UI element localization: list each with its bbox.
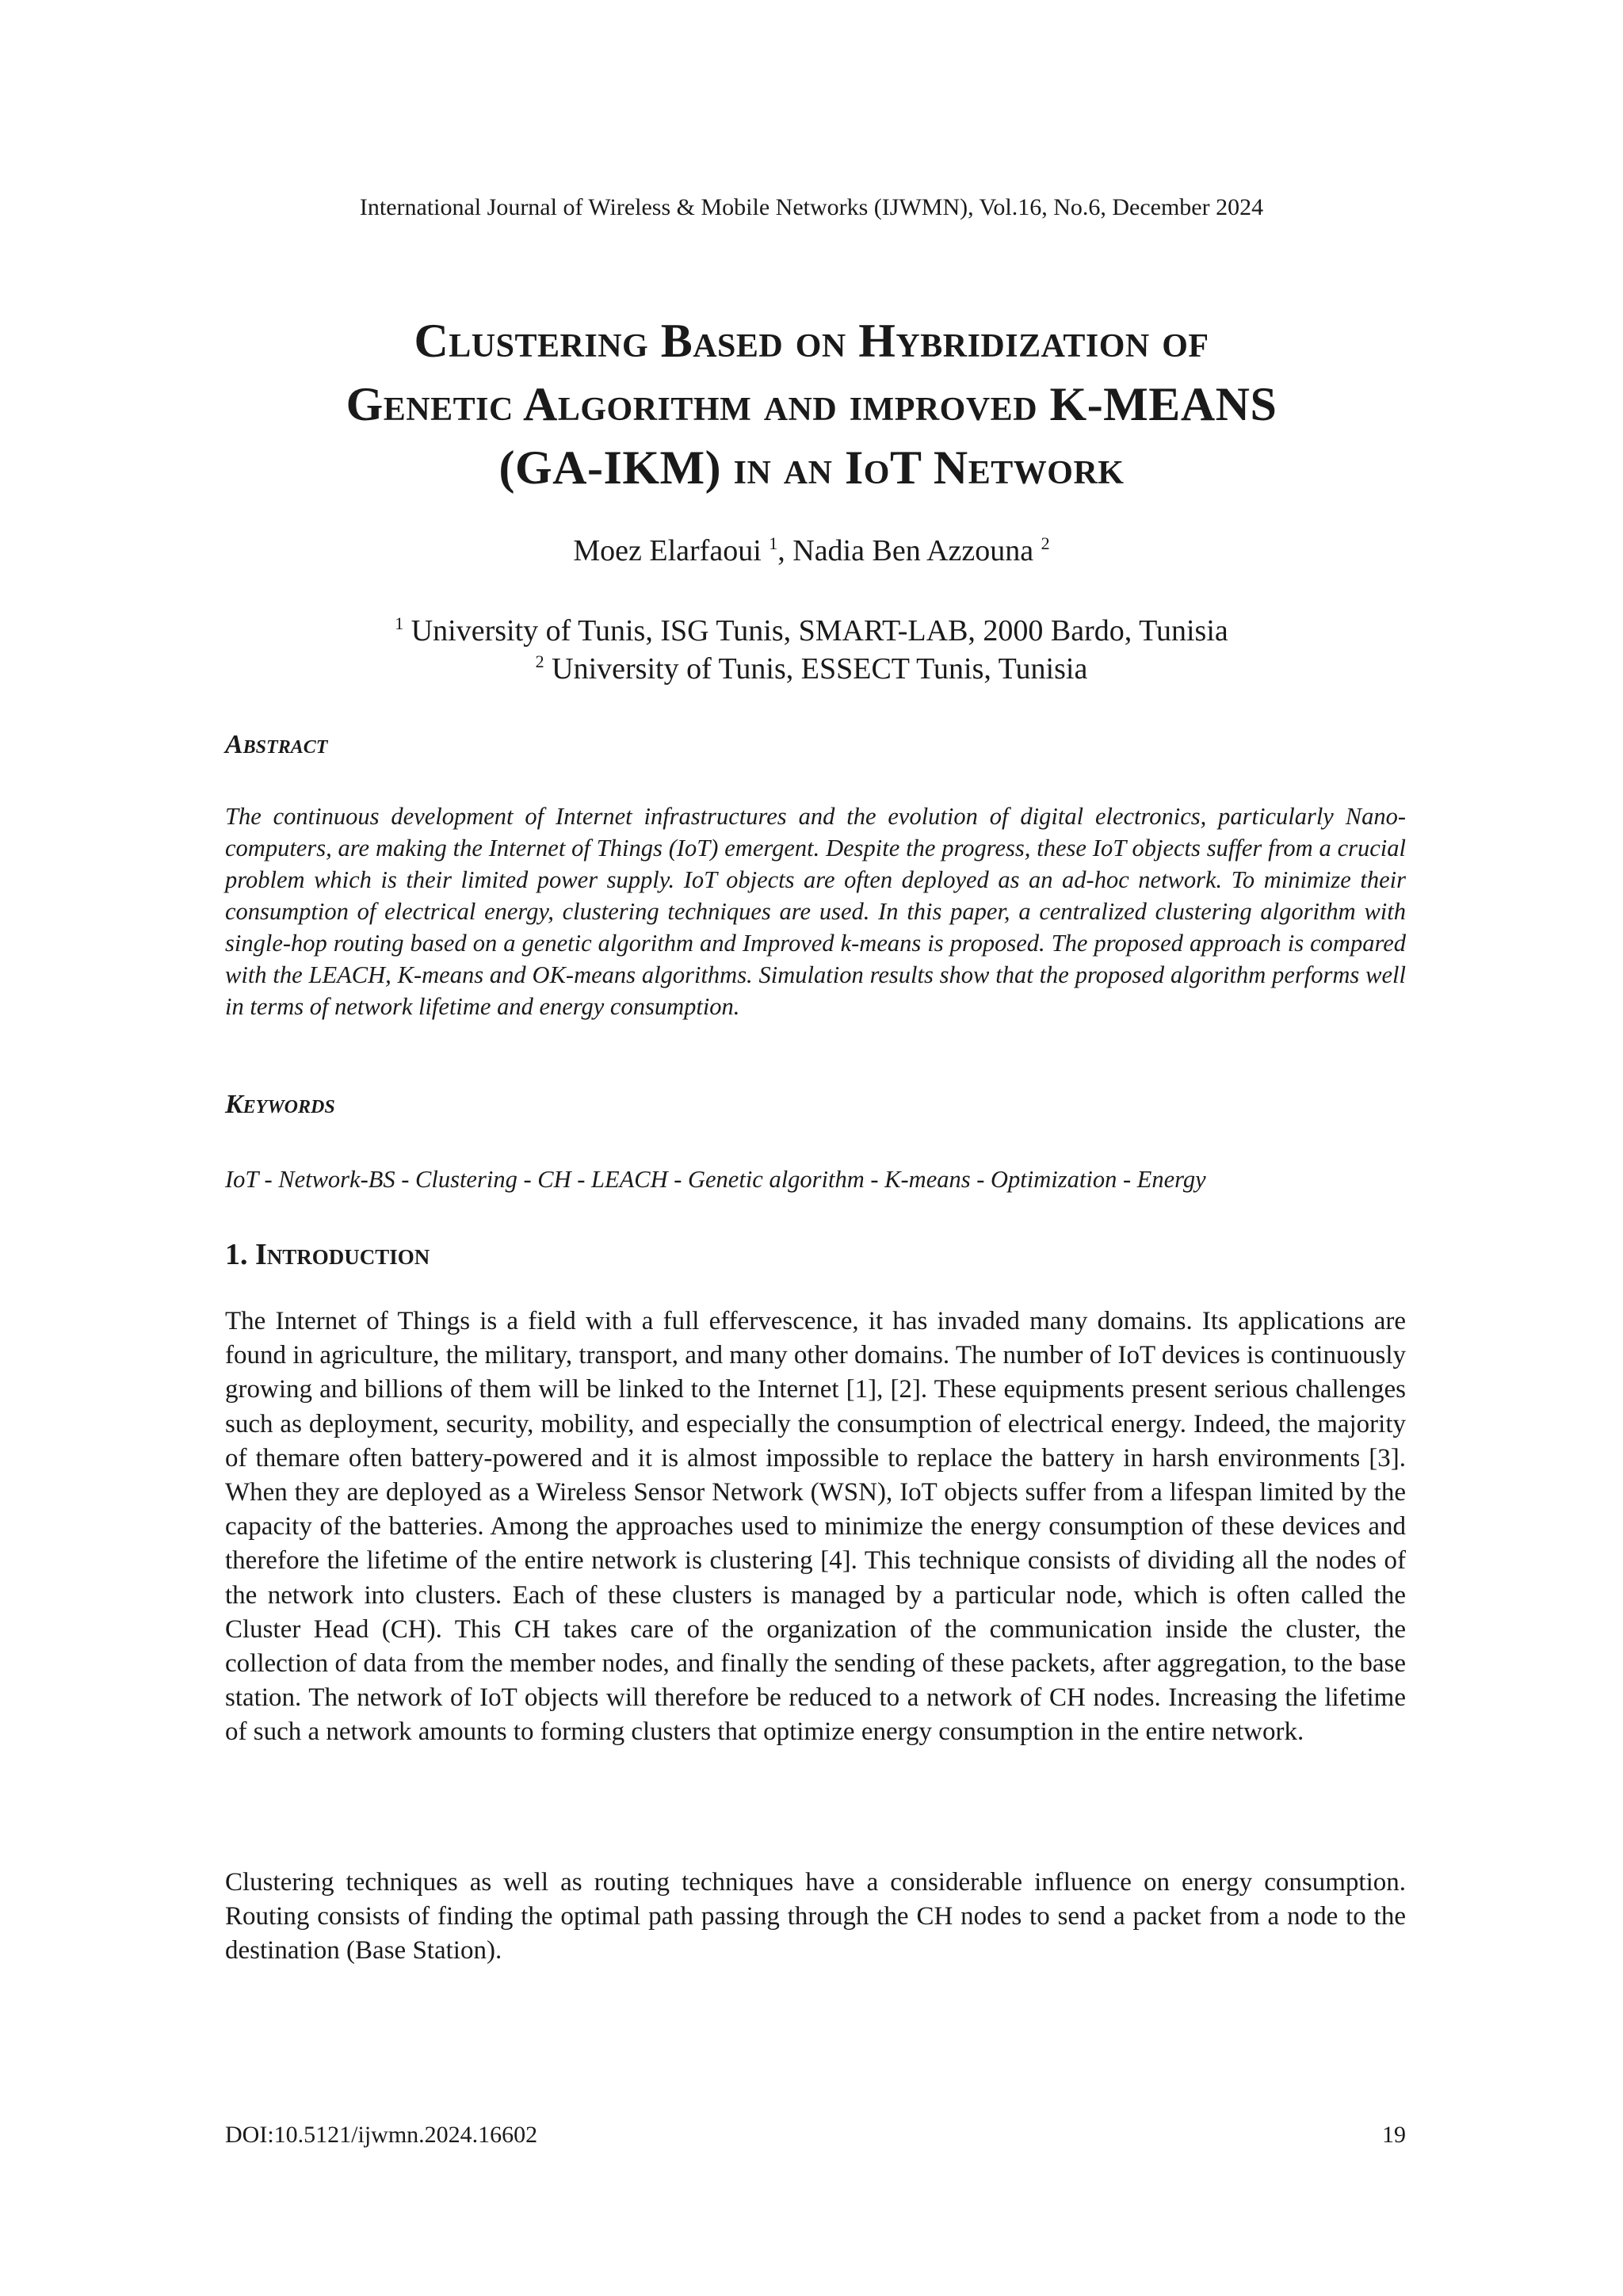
title-line-3: (GA-IKM) in an IoT Network: [498, 441, 1125, 494]
affiliation-text: University of Tunis, ISG Tunis, SMART-LAB, 2000 Bardo, Tunisia: [411, 614, 1228, 648]
author-name: Moez Elarfaoui: [573, 534, 762, 567]
author-affiliation-mark: 1: [769, 533, 778, 553]
keywords-heading: Keywords: [225, 1090, 335, 1119]
keywords-list: IoT - Network-BS - Clustering - CH - LEACH - Genetic algorithm - K-means - Optimization - Energy: [225, 1166, 1206, 1193]
affiliation-item: [0, 612, 1623, 650]
abstract-heading: Abstract: [225, 730, 328, 759]
running-header: International Journal of Wireless & Mobile Networks (IJWMN), Vol.16, No.6, December 2024: [359, 194, 1264, 220]
affiliation-list: [0, 612, 1623, 688]
author-name: Nadia Ben Azzouna: [792, 534, 1034, 567]
abstract-body: The continuous development of Internet infrastructures and the evolution of digital electronics, particularly Nano-computers, are making the Internet of Things (IoT) emergent. Despite the progress, these IoT objects suffer from a crucial problem which is their limited power supply. IoT objects are often deployed as an ad-hoc network. To minimize their consumption of electrical energy, clustering techniques are used. In this paper, a centralized clustering algorithm with single-hop routing based on a genetic algorithm and Improved k-means is proposed. The proposed approach is compared with the LEACH, K-means and OK-means algorithms. Simulation results show that the proposed algorithm performs well in terms of network lifetime and energy consumption.: [225, 803, 1406, 1020]
title-line-1: Clustering Based on Hybridization of: [414, 315, 1209, 367]
title-line-2: Genetic Algorithm and improved K-MEANS: [346, 378, 1277, 430]
author-separator: ,: [777, 534, 793, 567]
affiliation-item: [0, 650, 1623, 688]
author-list: [0, 533, 1623, 569]
page-number: 19: [1382, 2122, 1406, 2148]
section-heading-introduction: 1. Introduction: [225, 1238, 430, 1271]
affiliation-mark: 2: [535, 651, 544, 671]
affiliation-mark: 1: [395, 613, 404, 633]
author-affiliation-mark: 2: [1041, 533, 1050, 553]
doi-footer: DOI:10.5121/ijwmn.2024.16602: [225, 2122, 538, 2148]
body-paragraph: The Internet of Things is a field with a full effervescence, it has invaded many domains. Its applications are found in agriculture, the military, transport, and many other domains. The number of IoT devices is continuously growing and billions of them will be linked to the Internet [1], [2]. These equipments present serious challenges such as deployment, security, mobility, and especially the consumption of electrical energy. Indeed, the majority of themare often battery-powered and it is almost impossible to replace the battery in harsh environments [3]. When they are deployed as a Wireless Sensor Network (WSN), IoT objects suffer from a lifespan limited by the capacity of the batteries. Among the approaches used to minimize the energy consumption of these devices and therefore the lifetime of the entire network is clustering [4]. This technique consists of dividing all the nodes of the network into clusters. Each of these clusters is managed by a particular node, which is often called the Cluster Head (CH). This CH takes care of the organization of the communication inside the cluster, the collection of data from the member nodes, and finally the sending of these packets, after aggregation, to the base station. The network of IoT objects will therefore be reduced to a network of CH nodes. Increasing the lifetime of such a network amounts to forming clusters that optimize energy consumption in the entire network.: [225, 1307, 1406, 1747]
body-paragraph: Clustering techniques as well as routing techniques have a considerable influence on energy consumption. Routing consists of finding the optimal path passing through the CH nodes to send a packet from a node to the destination (Base Station).: [225, 1868, 1406, 1966]
paper-title: [158, 309, 1465, 499]
affiliation-text: University of Tunis, ESSECT Tunis, Tunisia: [552, 652, 1088, 686]
